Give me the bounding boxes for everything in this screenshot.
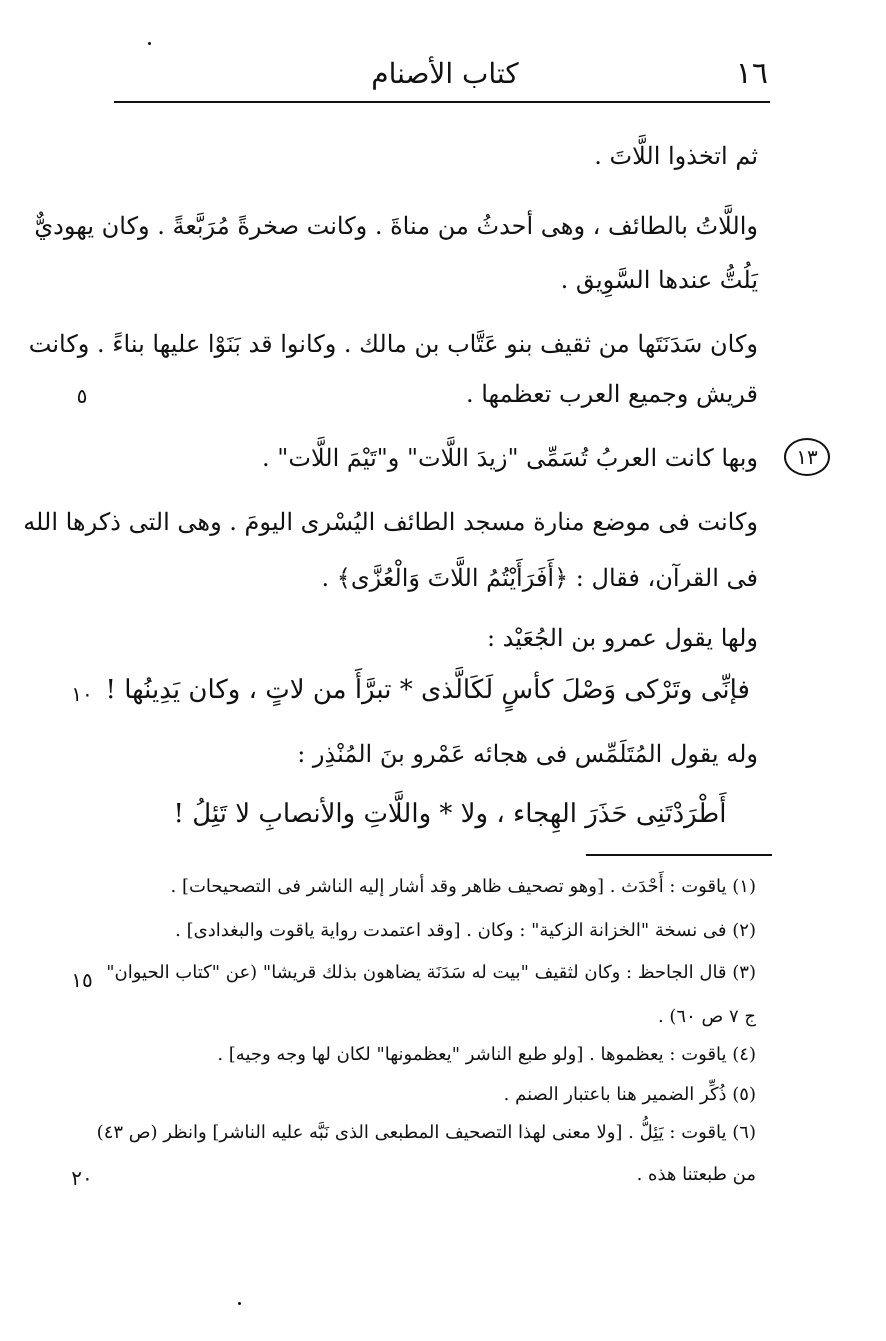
margin-line-number: ١٠ [71, 682, 93, 706]
footnote-line: من طبعتنا هذه . [636, 1164, 756, 1185]
poem-verse: فإنِّى وتَرْكى وَصْلَ كأسٍ لَكَالَّذى * تبرَّأَ من لاتٍ ، وكان يَدِينُها ! [105, 675, 750, 705]
body-line: وبها كانت العربُ تُسَمِّى "زيدَ اللَّات" و"تَيْمَ اللَّات" . [262, 444, 758, 472]
body-line: ثم اتخذوا اللَّاتَ . [594, 142, 758, 170]
margin-line-number: ٥ [76, 384, 88, 408]
footnote-rule [586, 854, 772, 856]
footnote-line: (٥) ذُكِّر الضمير هنا باعتبار الصنم . [503, 1084, 756, 1105]
body-line: ولها يقول عمرو بن الجُعَيْد : [486, 624, 758, 652]
body-line: وله يقول المُتَلَمِّس فى هجائه عَمْرو بنَ المُنْذِر : [297, 740, 758, 768]
footnote-line: (٣) قال الجاحظ : وكان لثقيف "بيت له سَدَنَة يضاهون بذلك قريشا" (عن "كتاب الحيوان" [106, 962, 756, 983]
footnote-line: (٤) ياقوت : يعظموها . [ولو طبع الناشر "يعظمونها" لكان لها وجه وجيه] . [217, 1044, 756, 1065]
page-number: ١٦ [735, 56, 768, 91]
ink-dot [238, 1302, 241, 1305]
book-title: كتاب الأصنام [371, 57, 519, 90]
body-line: واللَّاتُ بالطائف ، وهى أحدثُ من مناةَ . وكانت صخرةً مُرَبَّعةً . وكان يهوديٌّ [34, 212, 758, 240]
body-line: وكانت فى موضع منارة مسجد الطائف اليُسْرى اليومَ . وهى التى ذكرها الله [23, 508, 758, 536]
body-line: يَلُتُّ عندها السَّوِيق . [560, 266, 758, 294]
body-line: فى القرآن، فقال : ﴿أَفَرَأَيْتُمُ اللَّاتَ وَالْعُزَّى﴾ . [321, 564, 758, 592]
original-page-stamp: ١٣ [784, 438, 830, 476]
body-line: وكان سَدَنَتَها من ثقيف بنو عَتَّاب بن مالك . وكانوا قد بَنَوْا عليها بناءً . وكانت [28, 330, 758, 358]
footnote-line: (٢) فى نسخة "الخزانة الزكية" : وكان . [وقد اعتمدت رواية ياقوت والبغدادى] . [175, 920, 756, 941]
poem-verse: أَطْرَدْتَنِى حَذَرَ الهِجاء ، ولا * واللَّاتِ والأنصابِ لا تَئِلُ ! [173, 799, 727, 829]
margin-line-number: ٢٠ [71, 1166, 93, 1190]
footnote-line: (٦) ياقوت : يَئِلُّ . [ولا معنى لهذا التصحيف المطبعى الذى نَبَّه عليه الناشر] وانظر (ص ٤٣) [96, 1122, 756, 1143]
header-rule [114, 101, 770, 103]
footnote-line: (١) ياقوت : أَحْدَث . [وهو تصحيف ظاهر وقد أشار إليه الناشر فى التصحيحات] . [170, 876, 756, 897]
body-line: قريش وجميع العرب تعظمها . [465, 380, 758, 408]
margin-line-number: ١٥ [71, 968, 93, 992]
footnote-line: ج ٧ ص ٦٠) . [657, 1006, 756, 1027]
ink-dot [148, 42, 151, 45]
